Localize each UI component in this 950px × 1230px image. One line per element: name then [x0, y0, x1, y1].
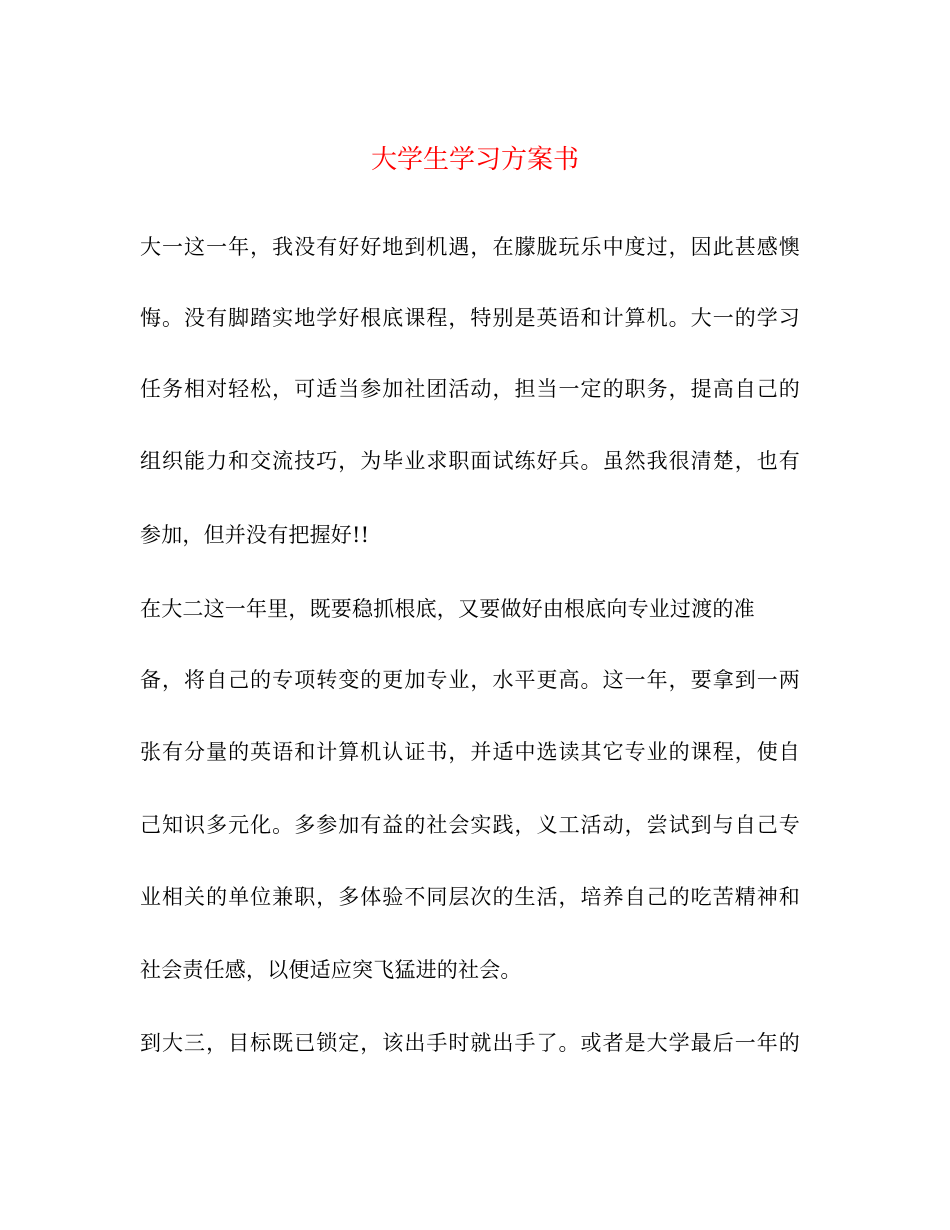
paragraph-line-10: 业相关的单位兼职，多体验不同层次的生活，培养自己的吃苦精神和: [140, 885, 800, 909]
paragraph-line-3: 任务相对轻松，可适当参加社团活动，担当一定的职务，提高自己的: [140, 377, 800, 401]
paragraph-line-9: 己知识多元化。多参加有益的社会实践，义工活动，尝试到与自己专: [140, 813, 800, 837]
paragraph-line-2: 悔。没有脚踏实地学好根底课程，特别是英语和计算机。大一的学习: [140, 306, 800, 330]
paragraph-line-11: 社会责任感，以便适应突飞猛进的社会。: [140, 958, 522, 982]
paragraph-line-4: 组织能力和交流技巧，为毕业求职面试练好兵。虽然我很清楚，也有: [140, 449, 800, 473]
document-title: 大学生学习方案书: [370, 145, 579, 175]
paragraph-line-1: 大一这一年，我没有好好地到机遇，在朦胧玩乐中度过，因此甚感懊: [140, 235, 800, 259]
paragraph-line-12: 到大三，目标既已锁定，该出手时就出手了。或者是大学最后一年的: [140, 1031, 800, 1055]
paragraph-line-7: 备，将自己的专项转变的更加专业，水平更高。这一年，要拿到一两: [140, 668, 800, 692]
paragraph-line-5: 参加，但并没有把握好!!: [140, 523, 370, 547]
paragraph-line-8: 张有分量的英语和计算机认证书，并适中选读其它专业的课程，使自: [140, 740, 800, 764]
paragraph-line-6: 在大二这一年里，既要稳抓根底，又要做好由根底向专业过渡的准: [140, 597, 755, 621]
